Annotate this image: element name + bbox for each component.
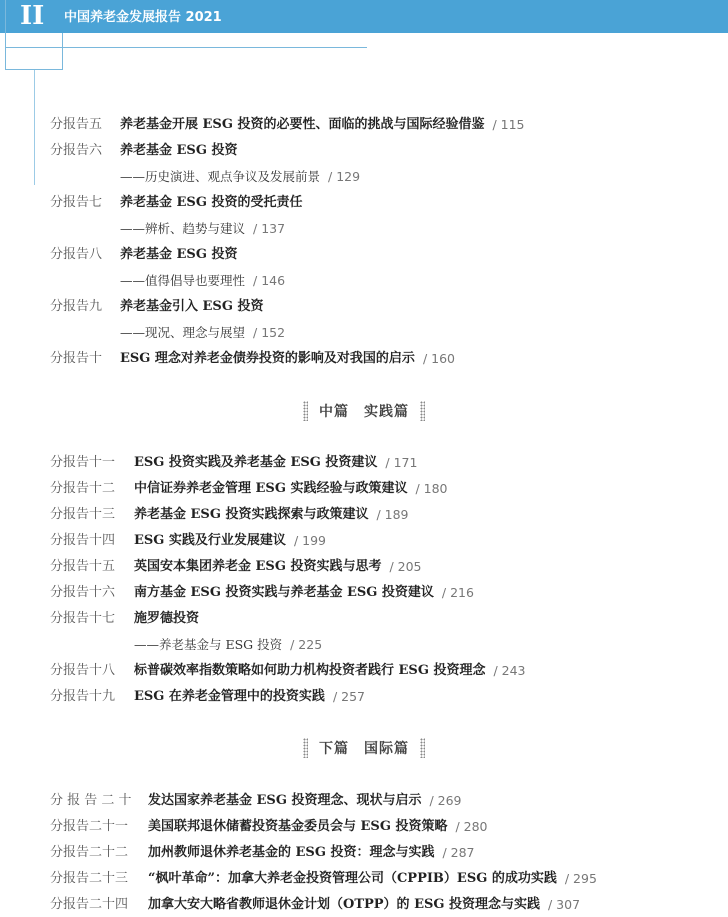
toc-entry-7[interactable] xyxy=(50,192,302,212)
toc-subentry-8[interactable] xyxy=(120,270,285,290)
toc-entry-21[interactable] xyxy=(50,816,488,836)
toc-page: / 257 xyxy=(332,688,365,704)
toc-label: 分报告十三 xyxy=(50,506,116,522)
toc-label: 分报告十八 xyxy=(50,662,116,678)
toc-subentry-7[interactable] xyxy=(120,218,285,238)
toc-title: 加拿大安大略省教师退休金计划（OTPP）的 ESG 投资理念与实践 xyxy=(148,896,540,912)
dotted-ornament xyxy=(420,401,425,421)
toc-label: 分报告五 xyxy=(50,116,103,132)
toc-entry-22[interactable] xyxy=(50,842,475,862)
toc-entry-23[interactable] xyxy=(50,868,597,888)
toc-title: 施罗德投资 xyxy=(134,610,200,626)
toc-page: / 295 xyxy=(564,870,597,886)
header-frame-left xyxy=(5,0,6,70)
toc-page: / 205 xyxy=(389,558,422,574)
dotted-ornament xyxy=(303,401,308,421)
toc-subtitle: ——现况、理念与展望 xyxy=(120,324,246,340)
toc-title: 美国联邦退休储蓄投资基金委员会与 ESG 投资策略 xyxy=(148,818,448,834)
toc-label: 分报告九 xyxy=(50,298,103,314)
toc-title: 加州教师退休养老基金的 ESG 投资：理念与实践 xyxy=(148,844,435,860)
toc-label: 分报告二十二 xyxy=(50,844,129,860)
toc-page: / 199 xyxy=(293,532,326,548)
toc-label: 分报告十六 xyxy=(50,584,116,600)
section-heading-middle xyxy=(0,400,728,422)
toc-subentry-9[interactable] xyxy=(120,322,285,342)
toc-entry-9[interactable] xyxy=(50,296,263,316)
toc-title: 南方基金 ESG 投资实践与养老基金 ESG 投资建议 xyxy=(134,584,434,600)
toc-entry-6[interactable] xyxy=(50,140,237,160)
toc-page: / 269 xyxy=(429,792,462,808)
toc-label: 分报告八 xyxy=(50,246,103,262)
toc-subentry-17[interactable] xyxy=(134,634,322,654)
header-frame-right xyxy=(62,33,63,70)
toc-page: / 160 xyxy=(422,350,455,366)
toc-entry-12[interactable] xyxy=(50,478,448,498)
toc-title: 标普碳效率指数策略如何助力机构投资者践行 ESG 投资理念 xyxy=(134,662,486,678)
toc-label: 分报告十一 xyxy=(50,454,116,470)
toc-label: 分报告二十一 xyxy=(50,818,129,834)
toc-entry-19[interactable] xyxy=(50,686,365,706)
header-rule xyxy=(5,47,367,48)
toc-page: / 307 xyxy=(548,896,581,912)
toc-subtitle: ——历史演进、观点争议及发展前景 xyxy=(120,168,321,184)
toc-title: 养老基金 ESG 投资的受托责任 xyxy=(120,194,303,210)
toc-page: / 146 xyxy=(253,272,286,288)
toc-label: 分报告十二 xyxy=(50,480,116,496)
toc-entry-17[interactable] xyxy=(50,608,199,628)
toc-page: / 243 xyxy=(493,662,526,678)
book-title: 中国养老金发展报告 2021 xyxy=(64,10,222,25)
toc-title: ESG 在养老金管理中的投资实践 xyxy=(134,688,325,704)
toc-page: / 115 xyxy=(492,116,525,132)
toc-entry-8[interactable] xyxy=(50,244,237,264)
dotted-ornament xyxy=(420,738,425,758)
toc-title: 中信证券养老金管理 ESG 实践经验与政策建议 xyxy=(134,480,408,496)
toc-entry-10[interactable] xyxy=(50,348,455,368)
toc-page: / 280 xyxy=(455,818,488,834)
toc-title: ESG 投资实践及养老基金 ESG 投资建议 xyxy=(134,454,378,470)
toc-page: / 189 xyxy=(376,506,409,522)
toc-subtitle: ——辨析、趋势与建议 xyxy=(120,220,246,236)
toc-title: 养老基金 ESG 投资 xyxy=(120,246,238,262)
toc-entry-15[interactable] xyxy=(50,556,422,576)
toc-title: 养老基金 ESG 投资实践探索与政策建议 xyxy=(134,506,369,522)
section-heading-bottom xyxy=(0,737,728,759)
toc-title: 发达国家养老基金 ESG 投资理念、现状与启示 xyxy=(148,792,422,808)
toc-entry-16[interactable] xyxy=(50,582,474,602)
toc-label: 分报告六 xyxy=(50,142,103,158)
toc-label: 分报告七 xyxy=(50,194,103,210)
toc-label: 分 报 告 二 十 xyxy=(50,792,132,808)
toc-title: 养老基金 ESG 投资 xyxy=(120,142,238,158)
toc-subentry-6[interactable] xyxy=(120,166,360,186)
toc-title: ESG 实践及行业发展建议 xyxy=(134,532,286,548)
toc-page: / 152 xyxy=(253,324,286,340)
toc-entry-18[interactable] xyxy=(50,660,526,680)
toc-page: / 287 xyxy=(442,844,475,860)
toc-label: 分报告十 xyxy=(50,350,103,366)
section-title: 下篇 国际篇 xyxy=(319,741,409,757)
toc-title: 养老基金开展 ESG 投资的必要性、面临的挑战与国际经验借鉴 xyxy=(120,116,485,132)
toc-entry-20[interactable] xyxy=(50,790,462,810)
toc-entry-11[interactable] xyxy=(50,452,417,472)
side-rule xyxy=(34,70,35,185)
dotted-ornament xyxy=(303,738,308,758)
toc-title: ESG 理念对养老金债券投资的影响及对我国的启示 xyxy=(120,350,415,366)
part-number: II xyxy=(20,1,45,31)
toc-page: / 216 xyxy=(441,584,474,600)
toc-label: 分报告十四 xyxy=(50,532,116,548)
toc-label: 分报告十五 xyxy=(50,558,116,574)
toc-entry-13[interactable] xyxy=(50,504,409,524)
toc-label: 分报告二十四 xyxy=(50,896,129,912)
toc-title: “枫叶革命”：加拿大养老金投资管理公司（CPPIB）ESG 的成功实践 xyxy=(148,870,557,886)
toc-page: / 225 xyxy=(290,636,323,652)
toc-entry-5[interactable] xyxy=(50,114,525,134)
toc-subtitle: ——养老基金与 ESG 投资 xyxy=(134,636,283,652)
toc-label: 分报告十九 xyxy=(50,688,116,704)
section-title: 中篇 实践篇 xyxy=(319,404,409,420)
toc-entry-14[interactable] xyxy=(50,530,326,550)
toc-subtitle: ——值得倡导也要理性 xyxy=(120,272,246,288)
toc-entry-24[interactable] xyxy=(50,894,580,914)
toc-label: 分报告二十三 xyxy=(50,870,129,886)
toc-page: / 129 xyxy=(328,168,361,184)
toc-title: 养老基金引入 ESG 投资 xyxy=(120,298,264,314)
toc-page: / 171 xyxy=(385,454,418,470)
toc-page: / 137 xyxy=(253,220,286,236)
toc-label: 分报告十七 xyxy=(50,610,116,626)
toc-title: 英国安本集团养老金 ESG 投资实践与思考 xyxy=(134,558,382,574)
toc-page: / 180 xyxy=(415,480,448,496)
